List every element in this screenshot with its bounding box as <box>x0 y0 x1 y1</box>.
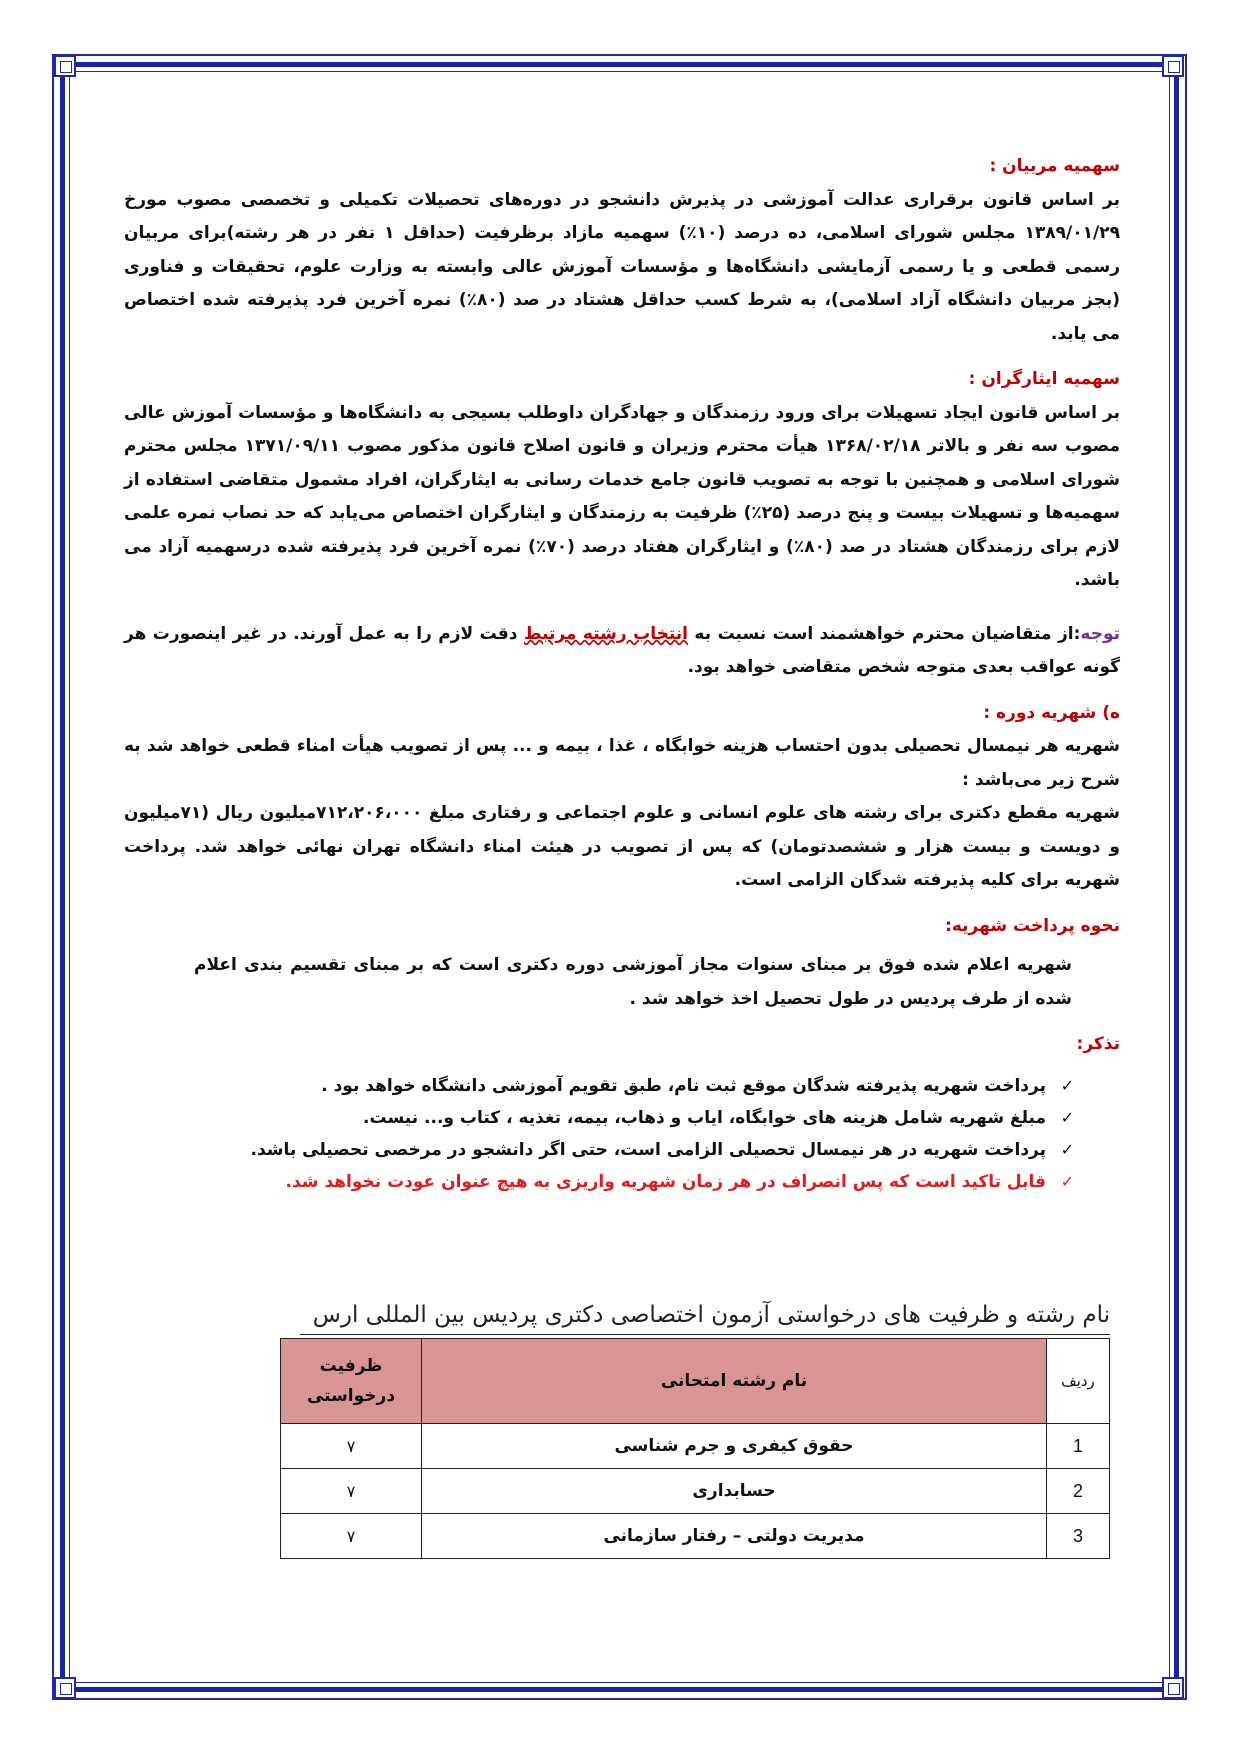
table-row: 2 حسابداری ۷ <box>281 1469 1110 1514</box>
list-item: ✓ پرداخت شهریه پذیرفته شدگان موقع ثبت نام، طبق تقویم آموزشی دانشگاه خواهد بود . <box>124 1070 1074 1102</box>
header-major: نام رشته امتحانی <box>422 1339 1047 1424</box>
note-paragraph <box>124 618 1120 685</box>
instructors-quota-heading: سهمیه مربیان : <box>989 156 1120 176</box>
reminder-heading: تذکر: <box>1076 1034 1120 1054</box>
table-row: 1 حقوق کیفری و جرم شناسی ۷ <box>281 1424 1110 1469</box>
note-text-before: :از متقاضیان محترم خواهشمند است نسبت به <box>688 623 1081 644</box>
tuition-text-2: شهریه مقطع دکتری برای رشته های علوم انسانی و علوم اجتماعی و رفتاری مبلغ ۷۱۲،۲۰۶،۰۰۰میلیون ریال (۷۱میلیون و دویست و بیست هزار و ششصدتومان) که پس از تصویب در هیئت امناء دانشگاه تهران نهائی خواهد شد. پرداخت شهریه برای کلیه پذیرفته شدگان الزامی است. <box>124 803 1120 890</box>
check-icon: ✓ <box>1060 1075 1074 1095</box>
document-body <box>124 150 1120 1198</box>
check-icon: ✓ <box>1060 1171 1074 1191</box>
border-corner-ornament <box>54 1677 76 1699</box>
note-text-after: دقت لازم را به عمل آورند. در غیر اینصورت هر گونه عواقب بعدی متوجه شخص متقاضی خواهد بود. <box>124 623 1120 677</box>
header-capacity: ظرفیت درخواستی <box>281 1339 422 1424</box>
list-item: ✓ پرداخت شهریه در هر نیمسال تحصیلی الزامی است، حتی اگر دانشجو در مرخصی تحصیلی باشد. <box>124 1134 1074 1166</box>
major-name: حسابداری <box>422 1469 1047 1514</box>
majors-table <box>280 1338 1110 1559</box>
payment-heading: نحوه پرداخت شهریه: <box>945 915 1120 936</box>
border-corner-ornament <box>54 55 76 77</box>
table-row: 3 مدیریت دولتی – رفتار سازمانی ۷ <box>281 1514 1110 1559</box>
tuition-heading: ه) شهریه دوره : <box>983 702 1120 723</box>
major-name: حقوق کیفری و جرم شناسی <box>422 1424 1047 1469</box>
list-item: ✓ مبلغ شهریه شامل هزینه های خوابگاه، ایاب و ذهاب، بیمه، تغذیه ، کتاب و... نیست. <box>124 1102 1074 1134</box>
border-corner-ornament <box>1162 1677 1184 1699</box>
veterans-quota-heading: سهمیه ایثارگران : <box>968 369 1120 389</box>
major-name: مدیریت دولتی – رفتار سازمانی <box>422 1514 1047 1559</box>
border-corner-ornament <box>1162 55 1184 77</box>
list-item-warning: ✓ قابل تاکید است که پس انصراف در هر زمان شهریه واریزی به هیچ عنوان عودت نخواهد شد. <box>124 1166 1074 1198</box>
header-index: ردیف <box>1047 1339 1110 1424</box>
note-label: توجه <box>1080 623 1120 644</box>
table-title: نام رشته و ظرفیت های درخواستی آزمون اختصاصی دکتری پردیس بین المللی ارس <box>300 1298 1110 1335</box>
veterans-quota-text: بر اساس قانون ایجاد تسهیلات برای ورود رزمندگان و جهادگران داوطلب بسیجی به دانشگاه‌ها و مؤسسات آموزش عالی مصوب سه نفر و بالاتر ۱۳۶۸/۰۲/۱۸ هیأت محترم وزیران و قانون اصلاح قانون مذکور مصوب ۱۳۷۱/۰۹/۱۱ مجلس محترم شورای اسلامی و همچنین با توجه به تصویب قانون جامع خدمات رسانی به ایثارگران، افراد مشمول متقاضی استفاده از سهمیه‌ها و تسهیلات بیست و پنج درصد (۲۵٪) ظرفیت به رزمندگان و ایثارگران اختصاص می‌یابد که حد نصاب نمره علمی لازم برای رزمندگان هشتاد در صد (۸۰٪) و ایثارگران هفتاد درصد (۷۰٪) نمره آخرین فرد پذیرفته شده درسهمیه آزاد می باشد. <box>124 402 1120 590</box>
capacity-value: ۷ <box>281 1514 422 1559</box>
check-icon: ✓ <box>1060 1139 1074 1159</box>
reminder-list <box>124 1070 1074 1198</box>
capacity-value: ۷ <box>281 1469 422 1514</box>
payment-text: شهریه اعلام شده فوق بر مبنای سنوات مجاز آموزشی دوره دکتری است که بر مبنای تقسیم بندی اعلام شده از طرف پردیس در طول تحصیل اخذ خواهد شد . <box>194 955 1072 1009</box>
instructors-quota-text: بر اساس قانون برقراری عدالت آموزشی در پذیرش دانشجو در دوره‌های تحصیلات تکمیلی و تخصصی مصوب مورخ ۱۳۸۹/۰۱/۲۹ مجلس شورای اسلامی، ده درصد (۱۰٪) سهمیه مازاد برظرفیت (حداقل ۱ نفر در هر رشته)برای مربیان رسمی قطعی و یا رسمی آزمایشی دانشگاه‌ها و مؤسسات آموزش عالی وابسته به وزارت علوم، تحقیقات و فناوری (بجز مربیان دانشگاه آزاد اسلامی)، به شرط کسب حداقل هشتاد در صد (۸۰٪) نمره آخرین فرد پذیرفته شده اختصاص می یابد. <box>124 189 1120 344</box>
note-highlight: انتخاب رشته مرتبط <box>523 623 688 644</box>
tuition-text-1: شهریه هر نیمسال تحصیلی بدون احتساب هزینه خوابگاه ، غذا ، بیمه و ... پس از تصویب هیأت امناء قطعی خواهد شد به شرح زیر می‌باشد : <box>124 736 1120 790</box>
capacity-value: ۷ <box>281 1424 422 1469</box>
check-icon: ✓ <box>1060 1107 1074 1127</box>
